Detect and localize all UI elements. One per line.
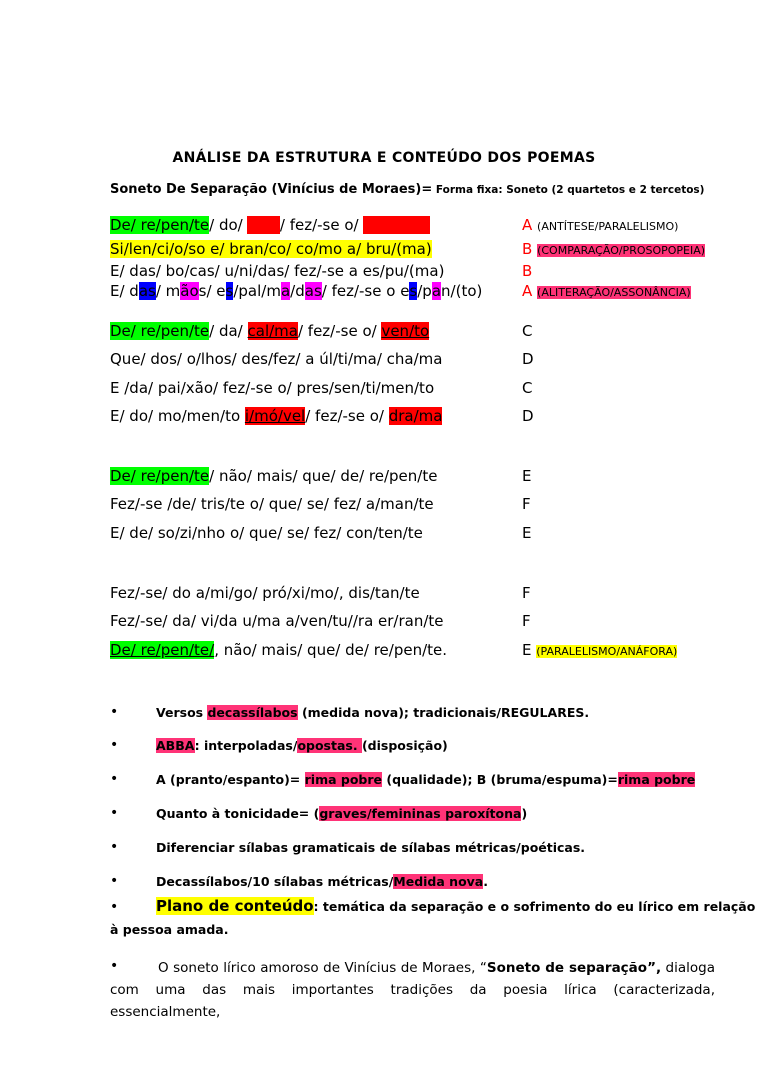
verse-text: s/ e [198, 282, 226, 300]
text: (disposição) [361, 738, 448, 753]
verse-line [110, 641, 447, 659]
rhyme-code: E [522, 467, 532, 485]
verse-line: E/ de/ so/zi/nho o/ que/ se/ fez/ con/ten/te [110, 524, 423, 542]
verse-line [110, 216, 430, 234]
rhyme-code: E [522, 524, 532, 542]
verse-line [110, 282, 482, 300]
highlight-magenta: a [280, 282, 291, 300]
verse-text: E/ do/ mo/men/to [110, 407, 245, 425]
bullet-text [156, 897, 755, 915]
highlight-pink: Medida nova [393, 874, 484, 889]
figure-note: (PARALELISMO/ANÁFORA) [536, 645, 678, 658]
text: ) [521, 806, 528, 821]
highlight-pink: graves/femininas paroxítona [319, 806, 522, 821]
text: : temática da separação e o sofrimento do eu lírico em relação [313, 899, 756, 914]
bullet-icon: • [110, 737, 119, 753]
highlight-red: i/mó/vel [244, 407, 306, 425]
poem-heading [110, 182, 704, 197]
verse-text: E/ das/ bo/cas/ u/ni/das/ fez/-se a es/pu/(ma) [110, 262, 445, 280]
highlight-magenta: ão [180, 282, 199, 300]
bullet-icon: • [110, 899, 119, 915]
text: (medida nova); tradicionais/REGULARES. [297, 705, 590, 720]
rhyme-code: D [522, 407, 534, 425]
poem-title-emphasis: Soneto de separação”, [486, 960, 662, 976]
analysis-paragraph [110, 957, 715, 1023]
rhyme-code [522, 262, 532, 280]
rhyme-letter: B [522, 240, 533, 258]
verse-text: / não/ mais/ que/ de/ re/pen/te [209, 467, 438, 485]
highlight-magenta: as [304, 282, 322, 300]
rhyme-code: C [522, 322, 533, 340]
text: A (pranto/espanto)= [156, 772, 305, 787]
bullet-text [156, 705, 589, 720]
verse-line [110, 467, 437, 485]
rhyme-code: C [522, 379, 533, 397]
text: Quanto à tonicidade= ( [156, 806, 320, 821]
figure-note: (COMPARAÇÃO/PROSOPOPEIA) [537, 244, 706, 257]
text: (qualidade); B (bruma/espuma)= [382, 772, 618, 787]
rhyme-code: F [522, 584, 531, 602]
highlight-red: cal/ma [247, 322, 298, 340]
rhyme-code: F [522, 495, 531, 513]
verse-line [110, 407, 442, 425]
bullet-icon: • [110, 771, 119, 787]
highlight-red: ri/so [247, 216, 280, 234]
verse-text: / m [155, 282, 181, 300]
rhyme-letter: A [522, 282, 533, 300]
rhyme-code [522, 282, 691, 302]
text: . [483, 874, 488, 889]
verse-line: Que/ dos/ o/lhos/ des/fez/ a úl/ti/ma/ cha/ma [110, 350, 443, 368]
bullet-text-continued: à pessoa amada. [110, 922, 229, 937]
rhyme-code [522, 641, 677, 661]
verse-line [110, 322, 429, 340]
bullet-icon: • [110, 805, 119, 821]
page-title: ANÁLISE DA ESTRUTURA E CONTEÚDO DOS POEMAS [172, 150, 596, 166]
verse-text: / fez/-se o e [321, 282, 410, 300]
bullet-text [156, 738, 448, 753]
bullet-icon: • [110, 704, 119, 720]
rhyme-code [522, 240, 705, 260]
highlight-pink: opostas. [297, 738, 362, 753]
highlight-red: ven/to [381, 322, 430, 340]
bullet-icon: • [110, 958, 119, 974]
rhyme-code: D [522, 350, 534, 368]
bullet-icon: • [110, 839, 119, 855]
highlight-red: pran/(to) [363, 216, 430, 234]
bullet-text [156, 874, 488, 889]
verse-text: / do/ [209, 216, 248, 234]
verse-text: / fez/-se o/ [279, 216, 364, 234]
highlight-green: De/ re/pen/te [110, 467, 210, 485]
bullet-text [156, 806, 527, 821]
highlight-blue: s [225, 282, 234, 300]
figure-note: (ANTÍTESE/PARALELISMO) [537, 220, 679, 233]
verse-line [110, 240, 432, 258]
verse-text: /p [417, 282, 432, 300]
verse-text: , não/ mais/ que/ de/ re/pen/te. [214, 641, 448, 659]
bullet-icon: • [110, 873, 119, 889]
highlight-red: dra/ma [388, 407, 443, 425]
text: O soneto lírico amoroso de Vinícius de Moraes, “ [158, 960, 487, 976]
verse-line: E /da/ pai/xão/ fez/-se o/ pres/sen/ti/men/to [110, 379, 435, 397]
highlight-pink: ABBA [156, 738, 195, 753]
verse-text: / da/ [209, 322, 248, 340]
figure-note: (ALITERAÇÃO/ASSONÂNCIA) [537, 286, 691, 299]
bullet-text [156, 772, 695, 787]
rhyme-letter: E [522, 641, 532, 659]
verse-line [110, 262, 444, 280]
verse-text: / fez/-se o/ [305, 407, 389, 425]
highlight-blue: s [409, 282, 418, 300]
verse-text: /d [290, 282, 305, 300]
verse-line: Fez/-se/ do a/mi/go/ pró/xi/mo/, dis/tan/te [110, 584, 420, 602]
verse-line: Fez/-se/ da/ vi/da u/ma a/ven/tu//ra er/ran/te [110, 612, 444, 630]
highlight-yellow: Plano de conteúdo [156, 897, 314, 915]
text: Decassílabos/10 sílabas métricas/ [156, 874, 394, 889]
text: dialoga com uma das mais importantes tradições da poesia lírica (caracterizada, essencialmente, [110, 960, 715, 1020]
bullet-text: Diferenciar sílabas gramaticais de sílabas métricas/poéticas. [156, 840, 586, 855]
highlight-pink: rima pobre [304, 772, 383, 787]
verse-text: /pal/m [233, 282, 281, 300]
rhyme-letter: A [522, 216, 533, 234]
verse-text: E/ d [110, 282, 139, 300]
rhyme-code: F [522, 612, 531, 630]
poem-form: Forma fixa: Soneto (2 quartetos e 2 tercetos) [432, 184, 705, 196]
highlight-pink: rima pobre [617, 772, 696, 787]
highlight-yellow: Si/len/ci/o/so e/ bran/co/ co/mo a/ bru/(ma) [110, 240, 432, 258]
highlight-green: De/ re/pen/te/ [110, 641, 215, 659]
highlight-magenta: a [431, 282, 442, 300]
text: Versos [156, 705, 208, 720]
highlight-pink: decassílabos [207, 705, 298, 720]
highlight-blue: as [138, 282, 156, 300]
verse-text: n/(to) [441, 282, 483, 300]
highlight-green: De/ re/pen/te [110, 216, 210, 234]
verse-line: Fez/-se /de/ tris/te o/ que/ se/ fez/ a/man/te [110, 495, 434, 513]
verse-text: / fez/-se o/ [297, 322, 382, 340]
rhyme-code [522, 216, 678, 236]
text: : interpoladas/ [194, 738, 298, 753]
highlight-green: De/ re/pen/te [110, 322, 210, 340]
poem-heading-main: Soneto De Separação (Vinícius de Moraes)= [110, 182, 433, 197]
rhyme-letter: B [522, 262, 533, 280]
